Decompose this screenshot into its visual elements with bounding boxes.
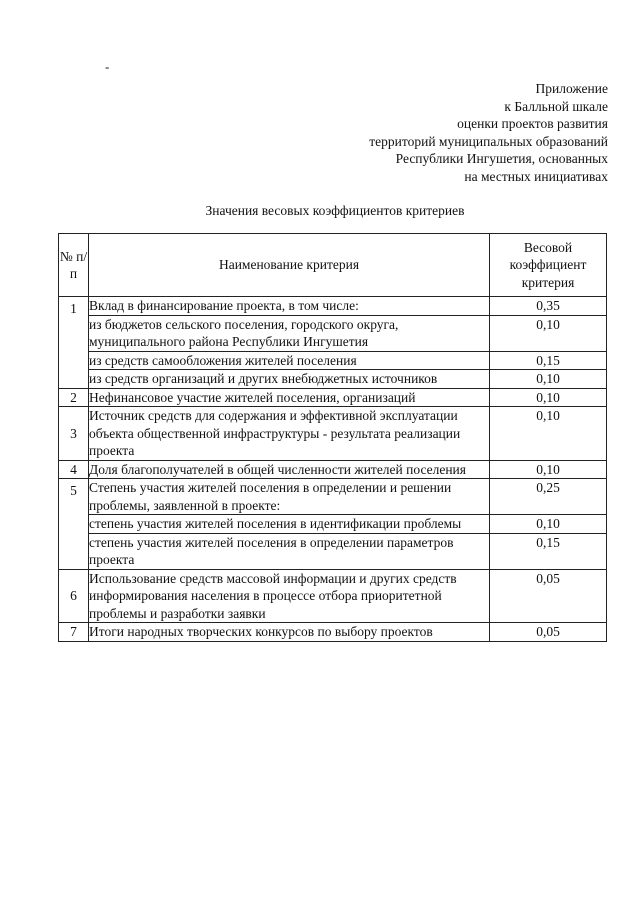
criterion-name: из бюджетов сельского поселения, городского округа, муниципального района Республики Ингушетия xyxy=(89,315,490,351)
table-row xyxy=(59,479,607,515)
row-number: 4 xyxy=(59,460,89,479)
appendix-line: оценки проектов развития xyxy=(457,116,608,132)
criterion-weight: 0,15 xyxy=(490,351,607,370)
table-row xyxy=(59,460,607,479)
document-title: Значения весовых коэффициентов критериев xyxy=(205,203,465,218)
criterion-name: степень участия жителей поселения в определении параметров проекта xyxy=(89,533,490,569)
criterion-weight: 0,10 xyxy=(490,388,607,407)
criterion-weight: 0,25 xyxy=(490,479,607,515)
table-row xyxy=(59,297,607,316)
criterion-name: из средств организаций и других внебюджетных источников xyxy=(89,370,490,389)
table-row xyxy=(59,569,607,623)
criterion-weight: 0,10 xyxy=(490,315,607,351)
header-weight: Весовой коэффициент критерия xyxy=(490,234,607,297)
criterion-weight: 0,10 xyxy=(490,515,607,534)
table-row xyxy=(59,407,607,461)
appendix-line: на местных инициативах xyxy=(464,168,608,184)
criterion-name: Использование средств массовой информации и других средств информирования населения в процессе отбора приоритетной проблемы и разработки заявки xyxy=(89,569,490,623)
appendix-line: Приложение xyxy=(535,81,608,96)
row-number: 6 xyxy=(59,569,89,623)
page-mark-dash: - xyxy=(105,59,110,74)
appendix-header xyxy=(369,80,608,186)
row-number: 2 xyxy=(59,388,89,407)
appendix-line: территорий муниципальных образований xyxy=(369,133,608,149)
header-num: № п/п xyxy=(59,234,89,297)
table-header-row xyxy=(59,234,607,297)
appendix-line: Республики Ингушетия, основанных xyxy=(395,151,608,167)
table-row xyxy=(59,315,607,351)
criterion-name: Итоги народных творческих конкурсов по выбору проектов xyxy=(89,623,490,642)
criterion-weight: 0,10 xyxy=(490,370,607,389)
criterion-name: Доля благополучателей в общей численности жителей поселения xyxy=(89,460,490,479)
row-number: 7 xyxy=(59,623,89,642)
table-row xyxy=(59,515,607,534)
appendix-line: к Балльной шкале xyxy=(504,98,608,114)
row-number: 5 xyxy=(59,479,89,570)
criterion-name: Источник средств для содержания и эффективной эксплуатации объекта общественной инфраструктуры - результата реализации проекта xyxy=(89,407,490,461)
row-number: 1 xyxy=(59,297,89,389)
header-name: Наименование критерия xyxy=(89,234,490,297)
table-row xyxy=(59,351,607,370)
table-row xyxy=(59,533,607,569)
row-number: 3 xyxy=(59,407,89,461)
criterion-name: из средств самообложения жителей поселения xyxy=(89,351,490,370)
table-row xyxy=(59,370,607,389)
criterion-name: степень участия жителей поселения в идентификации проблемы xyxy=(89,515,490,534)
criterion-weight: 0,35 xyxy=(490,297,607,316)
criterion-name: Вклад в финансирование проекта, в том числе: xyxy=(89,297,490,316)
criterion-weight: 0,10 xyxy=(490,460,607,479)
table-row xyxy=(59,388,607,407)
table-row xyxy=(59,623,607,642)
criterion-weight: 0,10 xyxy=(490,407,607,461)
criterion-name: Нефинансовое участие жителей поселения, организаций xyxy=(89,388,490,407)
criterion-name: Степень участия жителей поселения в определении и решении проблемы, заявленной в проекте: xyxy=(89,479,490,515)
criterion-weight: 0,05 xyxy=(490,623,607,642)
criteria-weights-table xyxy=(58,233,607,642)
criterion-weight: 0,05 xyxy=(490,569,607,623)
criterion-weight: 0,15 xyxy=(490,533,607,569)
